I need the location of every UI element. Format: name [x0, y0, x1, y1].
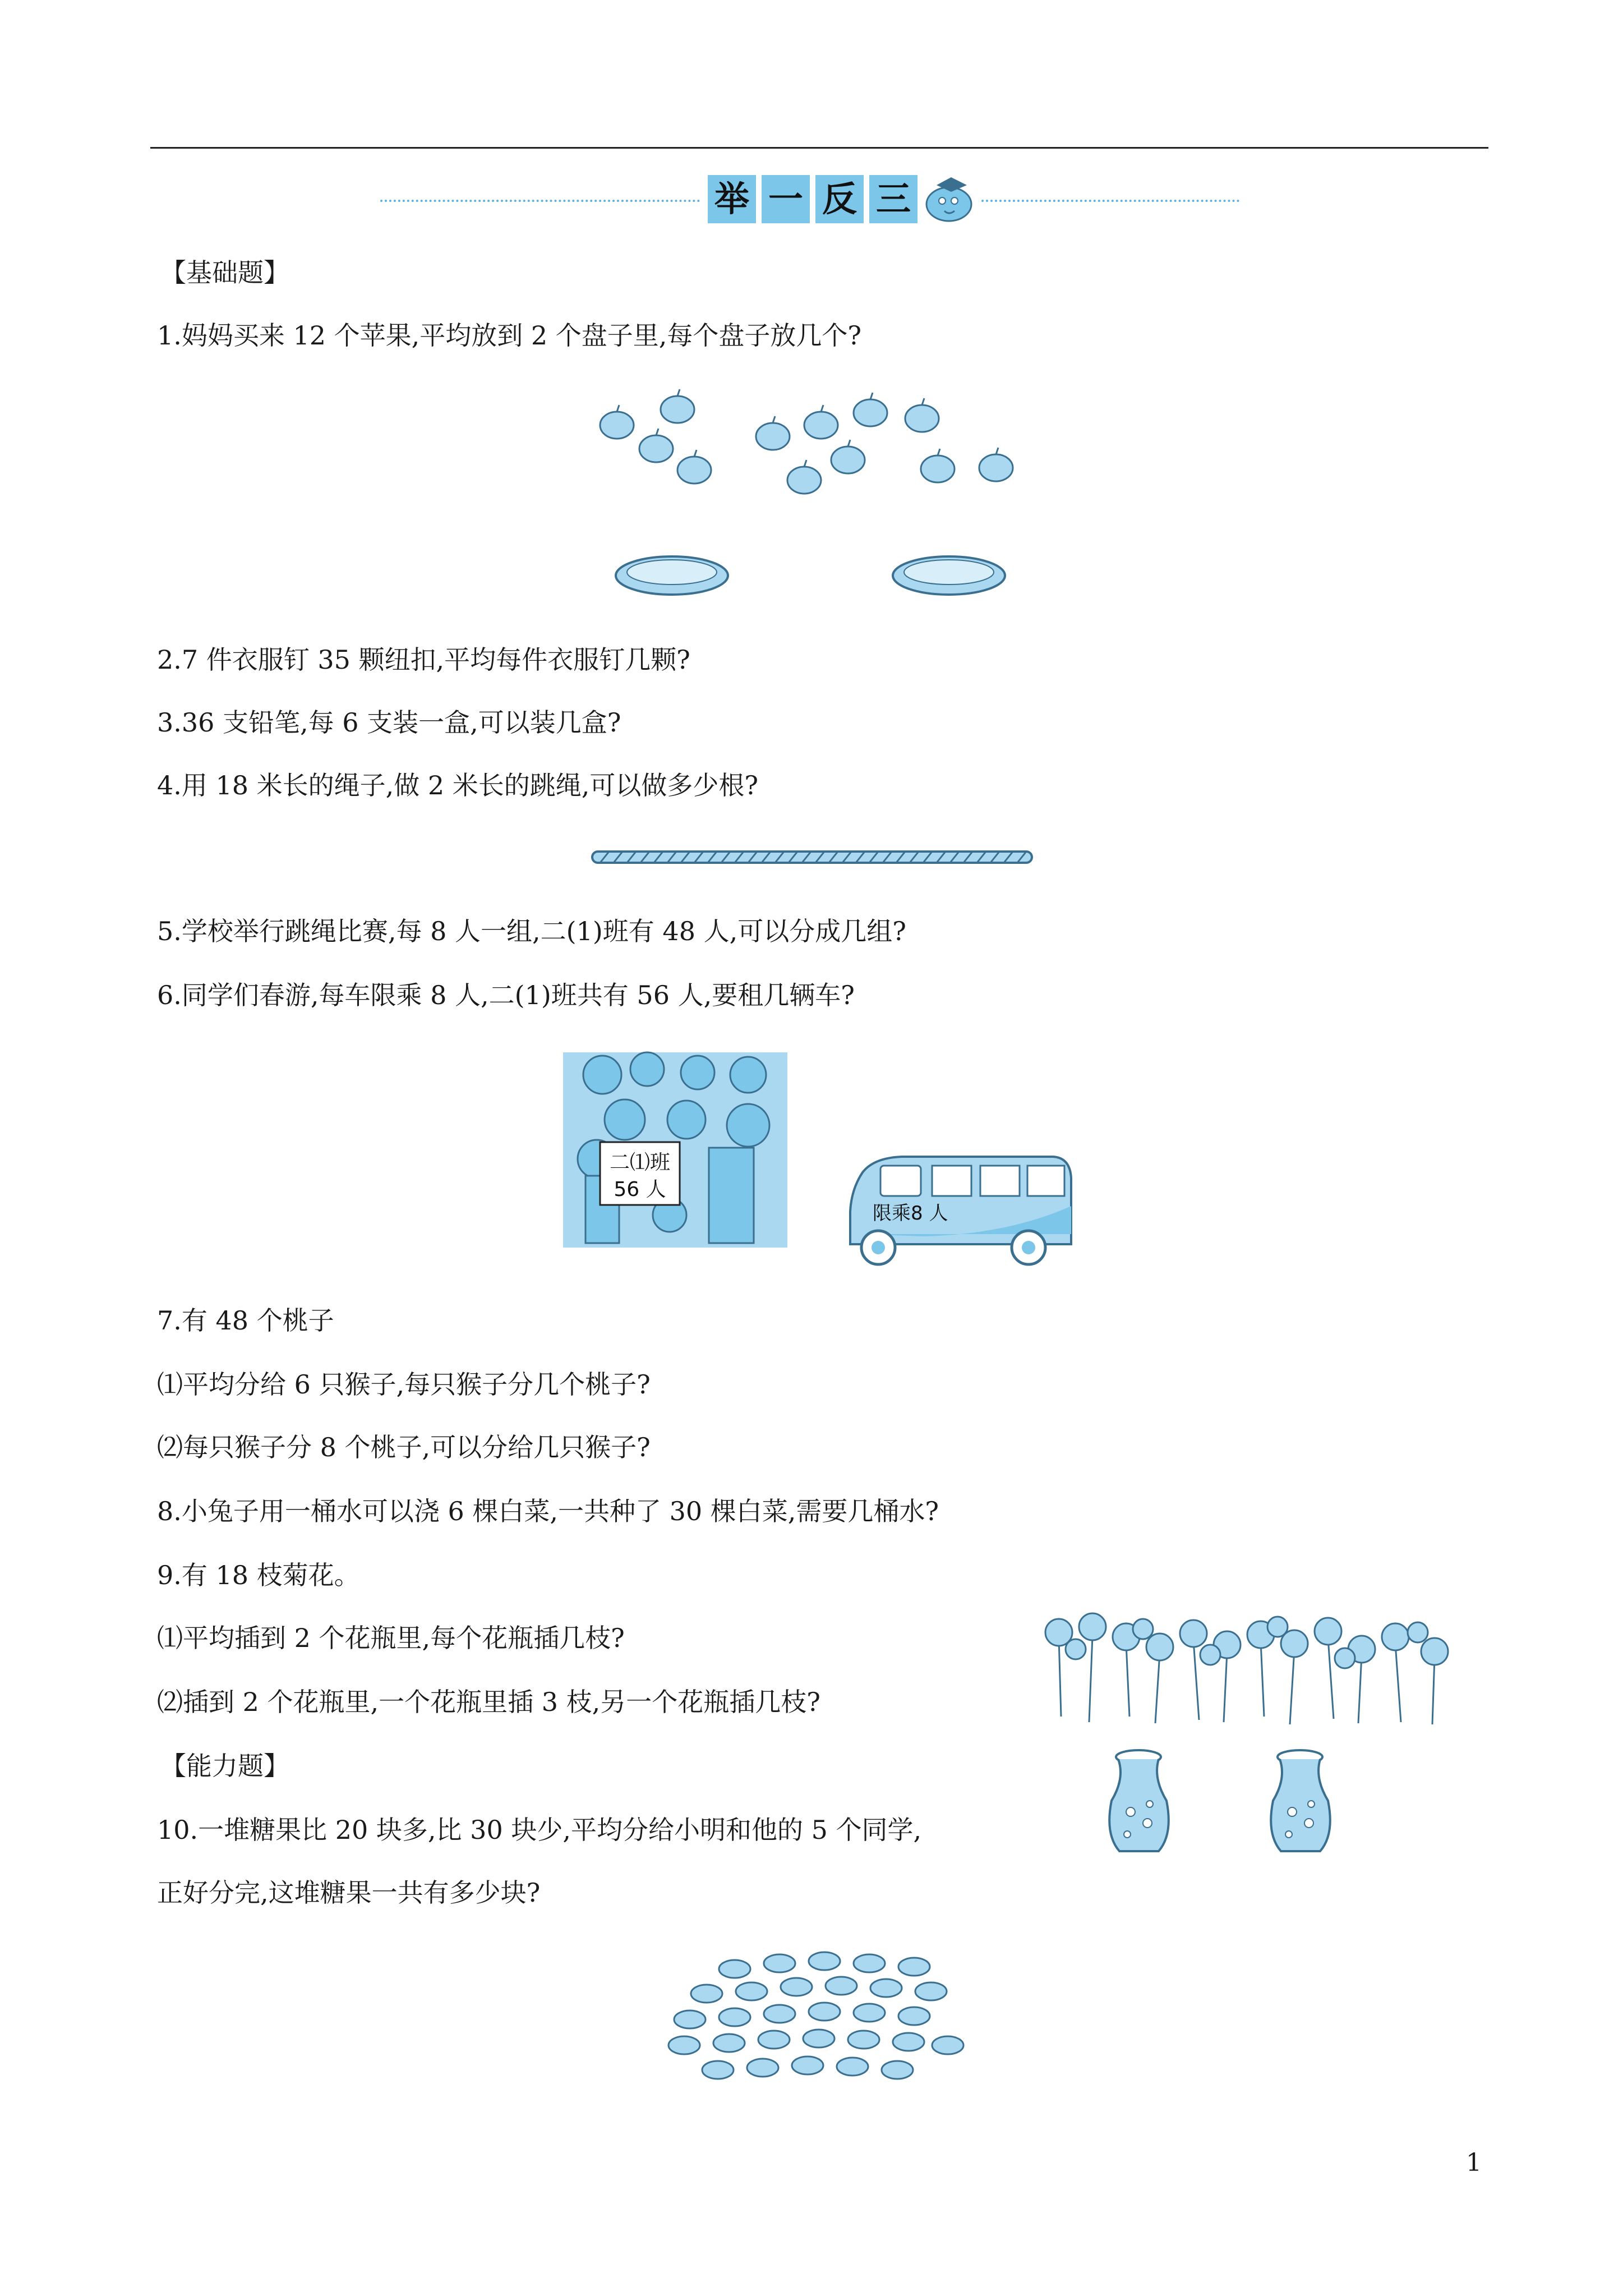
question-7: 7.有 48 个桃子: [157, 1305, 334, 1336]
header-rule: [150, 147, 1488, 149]
question-8: 8.小兔子用一桶水可以浇 6 棵白菜,一共种了 30 棵白菜,需要几桶水?: [157, 1496, 939, 1526]
question-10-line2: 正好分完,这堆糖果一共有多少块?: [157, 1878, 541, 1908]
banner-char-4: 三: [869, 175, 917, 223]
apples-illustration: [594, 393, 1032, 505]
question-6: 6.同学们春游,每车限乘 8 人,二(1)班共有 56 人,要租几辆车?: [157, 980, 855, 1010]
class-sign-line2: 56 人: [614, 1178, 666, 1201]
question-1: 1.妈妈买来 12 个苹果,平均放到 2 个盘子里,每个盘子放几个?: [157, 320, 862, 351]
banner-char-3: 反: [815, 175, 864, 223]
banner-dotline-left: [380, 200, 700, 202]
question-10-line1: 10.一堆糖果比 20 块多,比 30 块少,平均分给小明和他的 5 个同学,: [157, 1815, 922, 1845]
banner-dotline-right: [981, 200, 1239, 202]
question-2: 2.7 件衣服钉 35 颗纽扣,平均每件衣服钉几颗?: [157, 645, 690, 675]
banner-char-2: 一: [762, 175, 810, 223]
plate-left-illustration: [611, 550, 740, 600]
class-sign-line1: 二⑴班: [609, 1151, 671, 1174]
vase-right-illustration: [1264, 1750, 1337, 1857]
students-illustration: [563, 1052, 789, 1249]
question-7-1: ⑴平均分给 6 只猴子,每只猴子分几个桃子?: [157, 1369, 651, 1400]
question-9: 9.有 18 枝菊花。: [157, 1560, 360, 1590]
vase-left-illustration: [1103, 1750, 1175, 1857]
bus-capacity-label: 限乘8 人: [873, 1202, 948, 1225]
chrysanthemums-illustration: [1031, 1604, 1479, 1728]
banner-char-1: 举: [708, 175, 756, 223]
section-basic-heading: 【基础题】: [160, 257, 289, 288]
question-4: 4.用 18 米长的绳子,做 2 米长的跳绳,可以做多少根?: [157, 770, 759, 800]
section-banner: [0, 175, 1623, 227]
question-7-2: ⑵每只猴子分 8 个桃子,可以分给几只猴子?: [157, 1432, 651, 1462]
question-3: 3.36 支铅笔,每 6 支装一盒,可以装几盒?: [157, 707, 621, 738]
rope-illustration: [589, 847, 1038, 869]
question-9-1: ⑴平均插到 2 个花瓶里,每个花瓶插几枝?: [157, 1623, 625, 1653]
mascot-icon: [920, 172, 981, 228]
question-5: 5.学校举行跳绳比赛,每 8 人一组,二(1)班有 48 人,可以分成几组?: [157, 916, 906, 946]
section-ability-heading: 【能力题】: [160, 1751, 289, 1781]
question-9-2: ⑵插到 2 个花瓶里,一个花瓶里插 3 枝,另一个花瓶插几枝?: [157, 1687, 820, 1717]
candy-pile-illustration: [656, 1947, 970, 2098]
plate-right-illustration: [888, 550, 1017, 600]
page-number: 1: [1466, 2148, 1482, 2177]
bus-illustration: [840, 1150, 1076, 1268]
